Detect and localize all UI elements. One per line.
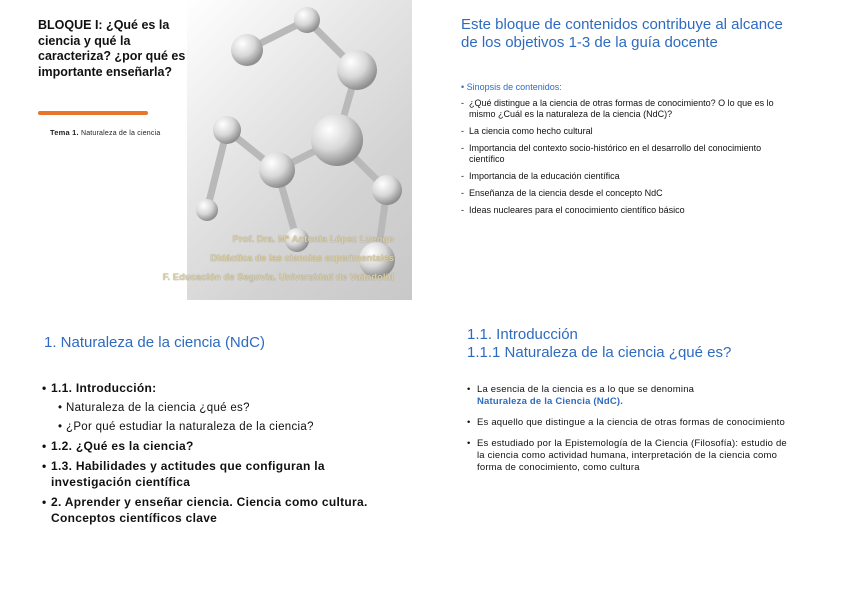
- intro-list: [467, 384, 787, 483]
- credit-institution: F. Educación de Segovia. Universidad de Valladolid: [162, 272, 394, 283]
- list-item: - La ciencia como hecho cultural: [461, 126, 796, 137]
- list-item: - ¿Qué distingue a la ciencia de otras formas de conocimiento? O lo que es lo mismo ¿Cuál es la naturaleza de la ciencia (NdC)?: [461, 98, 796, 120]
- list-item: • 1.1. Introducción:: [42, 380, 382, 396]
- credit-author: Prof. Dra. Mª Antonia López Luengo: [232, 234, 394, 245]
- list-item: • 2. Aprender y enseñar ciencia. Ciencia como cultura. Conceptos científicos clave: [42, 494, 382, 526]
- list-item: • Es estudiado por la Epistemología de la Ciencia (Filosofía): estudio de la ciencia como actividad humana, interpretación de la ciencia como forma de conocimiento, como cultura: [467, 438, 787, 474]
- outline-list: [42, 380, 382, 530]
- intro-heading-line2: 1.1.1 Naturaleza de la ciencia ¿qué es?: [467, 344, 732, 361]
- list-item: • 1.3. Habilidades y actitudes que configuran la investigación científica: [42, 458, 382, 490]
- list-item: - Ideas nucleares para el conocimiento científico básico: [461, 205, 796, 216]
- tema-label: [50, 128, 170, 138]
- credits: [163, 230, 394, 287]
- tema-name: Naturaleza de la ciencia: [80, 130, 161, 137]
- credit-subject: Didáctica de las ciencias experimentales: [210, 253, 394, 264]
- outline-heading: 1. Naturaleza de la ciencia (NdC): [44, 334, 265, 351]
- ndc-highlight: Naturaleza de la Ciencia (NdC).: [477, 396, 624, 407]
- sinopsis-list: [461, 98, 796, 222]
- objectives-heading: Este bloque de contenidos contribuye al alcance de los objetivos 1-3 de la guía docente: [461, 16, 783, 51]
- item-text: La esencia de la ciencia es a lo que se denomina: [477, 384, 695, 395]
- slide-title: [32, 0, 412, 300]
- slide-outline: [32, 310, 412, 600]
- slide-introduction: [455, 310, 840, 600]
- tema-number: Tema 1.: [50, 128, 79, 137]
- list-item: • 1.2. ¿Qué es la ciencia?: [42, 438, 382, 454]
- list-item: - Importancia de la educación científica: [461, 171, 796, 182]
- sinopsis-label: • Sinopsis de contenidos:: [461, 82, 562, 92]
- accent-bar: [38, 111, 148, 115]
- list-item: - Importancia del contexto socio-histórico en el desarrollo del conocimiento científico: [461, 143, 796, 165]
- list-item: - Enseñanza de la ciencia desde el concepto NdC: [461, 188, 796, 199]
- list-item: • ¿Por qué estudiar la naturaleza de la ciencia?: [42, 419, 382, 435]
- intro-heading: [467, 326, 731, 362]
- list-item: • Naturaleza de la ciencia ¿qué es?: [42, 400, 382, 416]
- list-item: [467, 384, 787, 408]
- list-item: • Es aquello que distingue a la ciencia de otras formas de conocimiento: [467, 417, 787, 429]
- intro-heading-line1: 1.1. Introducción: [467, 326, 578, 343]
- slide-objectives: [455, 0, 840, 300]
- slide-title-text: BLOQUE I: ¿Qué es la ciencia y qué la caracteriza? ¿por qué es importante enseñarla?: [38, 18, 186, 79]
